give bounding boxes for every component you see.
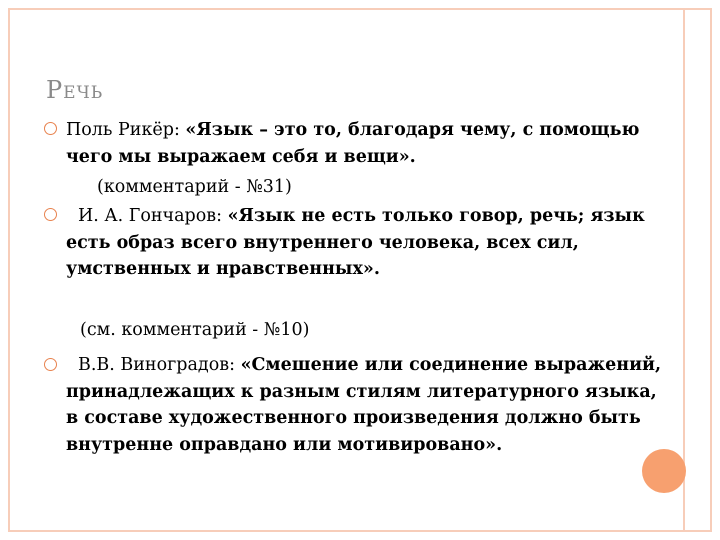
quote-author: В.В. Виноградов: (78, 355, 241, 375)
decor-border-right-inner (683, 8, 685, 532)
quote-author: И. А. Гончаров: (78, 206, 228, 226)
bullet-icon (44, 208, 57, 221)
quote-comment: (комментарий - №31) (97, 177, 292, 197)
slide-title-first-letter: Р (46, 76, 64, 104)
slide-title-rest: ЕЧЬ (63, 83, 104, 103)
quote-author: Поль Рикёр: (66, 120, 186, 140)
decor-border-top (8, 8, 712, 10)
quote-text: «Язык – это то, благодаря чему, с помощью чего мы выражаем себя и вещи». (66, 120, 640, 167)
list-item (66, 203, 666, 283)
list-item (66, 352, 666, 458)
quote-comment: (см. комментарий - №10) (80, 320, 310, 340)
decor-border-left (8, 8, 10, 532)
bullet-icon (44, 358, 57, 371)
list-item (66, 117, 666, 170)
quote-text: «Смешение или соединение выражений, принадлежащих к разным стилям литературного языка, в составе художественного произведения должно быть внутренне оправдано или мотивировано». (66, 355, 662, 455)
decor-orange-dot (642, 449, 686, 493)
decor-border-bottom (8, 530, 712, 532)
quote-text: «Язык не есть только говор, речь; язык есть образ всего внутреннего человека, всех сил, умственных и нравственных». (66, 206, 645, 279)
slide-title (46, 76, 103, 104)
bullet-icon (44, 122, 57, 135)
decor-border-right-outer (710, 8, 712, 532)
